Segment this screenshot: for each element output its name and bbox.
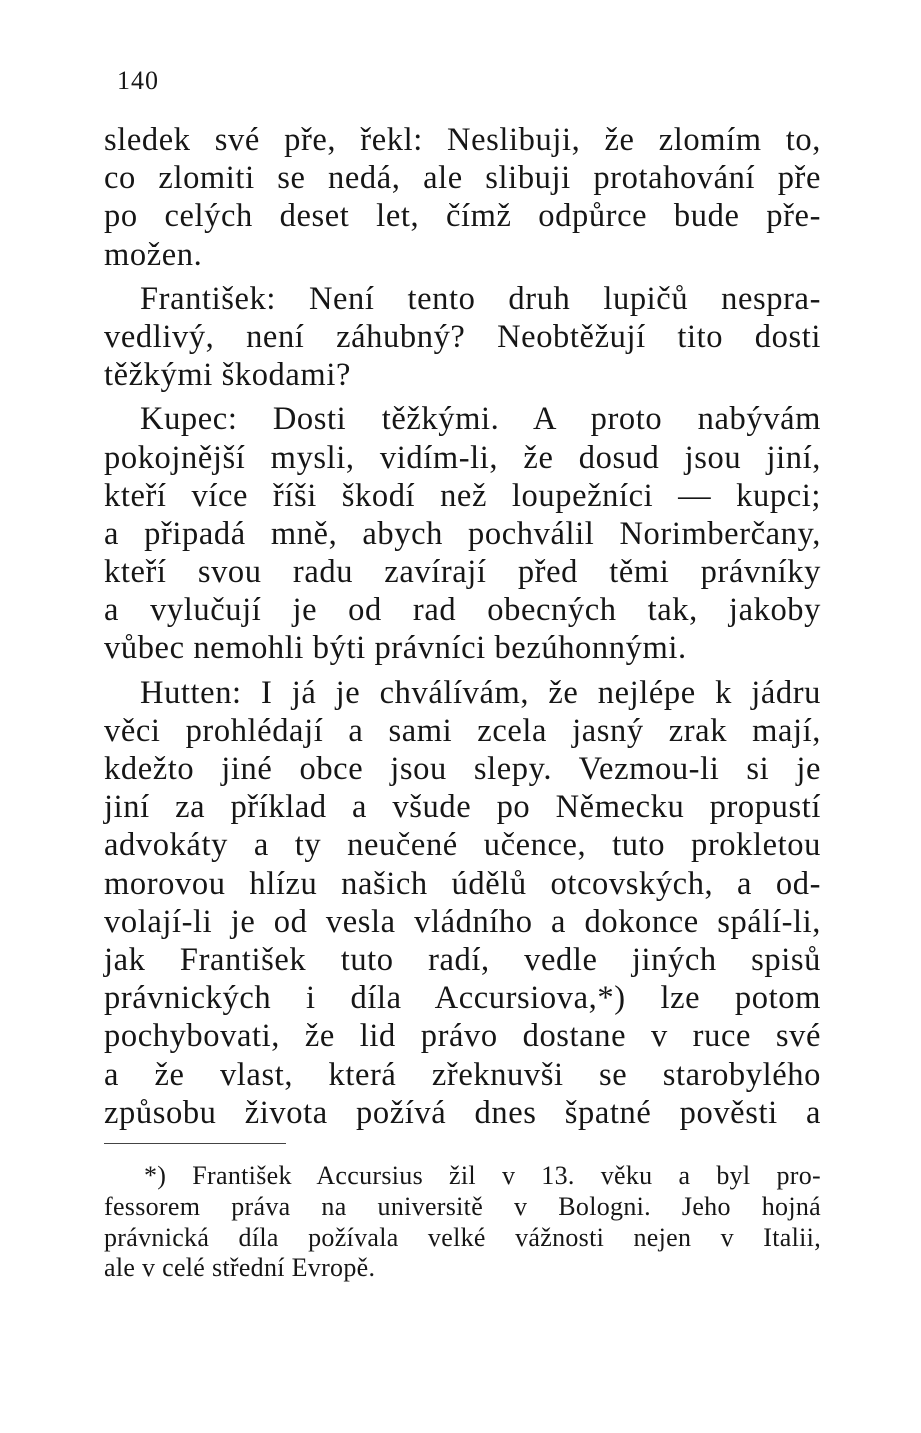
text-line: co zlomiti se nedá, ale slibuji protahování pře: [104, 160, 821, 197]
text-line: František: Není tento druh lupičů nespra-: [140, 280, 821, 317]
text-line: vedlivý, není záhubný? Neobtěžují tito dosti: [104, 318, 821, 355]
text-line: věci prohlédají a sami zcela jasný zrak mají,: [104, 712, 821, 749]
text-line: možen.: [104, 236, 203, 273]
text-line: pokojnější mysli, vidím-li, že dosud jsou jiní,: [104, 439, 821, 476]
footnote: [104, 1161, 821, 1284]
text-line: volají-li je od vesla vládního a dokonce spálí-li,: [104, 903, 821, 940]
footnote-line: právnická díla požívala velké vážnosti nejen v Italii,: [104, 1222, 821, 1252]
text-line: jiní za příklad a všude po Německu propustí: [104, 789, 821, 826]
text-line: pochybovati, že lid právo dostane v ruce své: [104, 1018, 821, 1055]
text-line: a připadá mně, abych pochválil Norimberčany,: [104, 515, 821, 552]
text-line: těžkými škodami?: [104, 357, 351, 394]
text-line: jak František tuto radí, vedle jiných spisů: [104, 941, 821, 978]
text-line: sledek své pře, řekl: Neslibuji, že zlomím to,: [104, 122, 821, 158]
text-line: advokáty a ty neučené učence, tuto prokletou: [104, 827, 821, 864]
text-line: kdežto jiné obce jsou slepy. Vezmou-li si je: [104, 751, 821, 787]
text-line: po celých deset let, čímž odpůrce bude pře-: [104, 198, 821, 235]
text-line: způsobu života požívá dnes špatné pověsti a: [104, 1094, 821, 1131]
body-text: [104, 121, 821, 1132]
page-number: 140: [117, 66, 159, 95]
footnote-line: *) František Accursius žil v 13. věku a byl pro-: [144, 1161, 821, 1190]
text-line: Kupec: Dosti těžkými. A proto nabývám: [140, 401, 821, 438]
text-line: kteří více říši škodí než loupežníci — kupci;: [104, 477, 821, 514]
text-line: Hutten: I já je chválívám, že nejlépe k jádru: [140, 674, 821, 711]
text-line: vůbec nemohli býti právníci bezúhonnými.: [104, 630, 687, 667]
text-line: morovou hlízu našich údělů otcovských, a od-: [104, 865, 821, 902]
footnote-line: ale v celé střední Evropě.: [104, 1253, 376, 1283]
text-line: právnických i díla Accursiova,*) lze potom: [104, 980, 821, 1017]
footnote-line: fessorem práva na universitě v Bologni. Jeho hojná: [104, 1191, 821, 1221]
text-line: a že vlast, která zřeknuvši se starobylého: [104, 1056, 821, 1093]
text-line: kteří svou radu zavírají před těmi právníky: [104, 554, 821, 591]
text-line: a vylučují je od rad obecných tak, jakoby: [104, 592, 821, 629]
footnote-divider: [104, 1143, 286, 1144]
